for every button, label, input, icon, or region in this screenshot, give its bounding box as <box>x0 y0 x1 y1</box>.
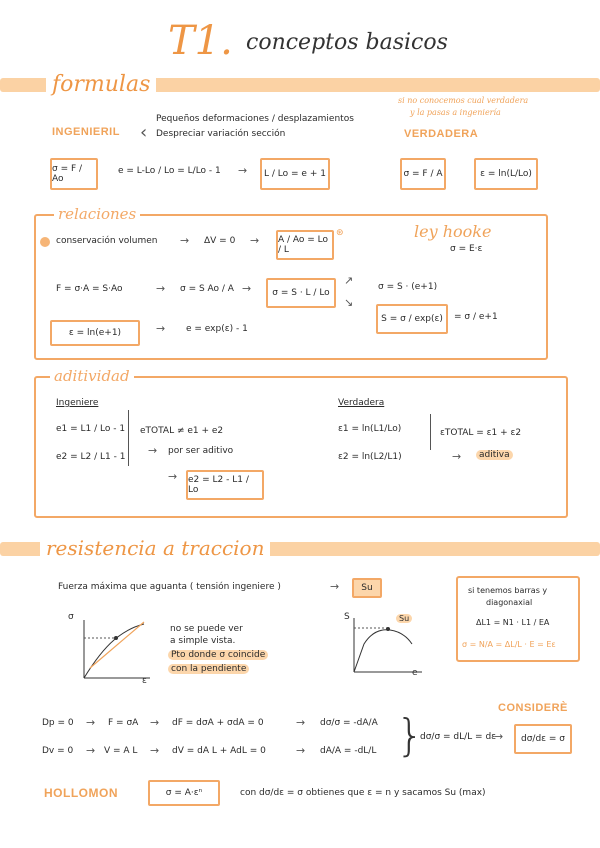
area-ratio-box <box>276 230 334 260</box>
v-eq: V = A L <box>104 746 138 756</box>
considere-formula: dσ/dε = σ <box>521 734 565 744</box>
graph2-y-label: S <box>344 612 350 622</box>
brace-icon: ‹ <box>140 122 148 143</box>
Etotal-eq: εTOTAL = ε1 + ε2 <box>440 428 522 438</box>
sigma-eng-formula: σ = F / Ao <box>52 164 83 184</box>
graph1-y-label: σ <box>68 612 74 622</box>
fuerza-text: Fuerza máxima que aguanta ( tensión ingeniere ) <box>58 582 281 592</box>
e2-box <box>186 470 264 500</box>
S-eq: = σ / e+1 <box>454 312 498 322</box>
pto-donde-text: Pto donde σ coincide <box>168 650 268 660</box>
page-title: conceptos basicos <box>246 30 448 55</box>
arrow-icon: → <box>296 716 306 729</box>
dvv-eq: dV = dA L + AdL = 0 <box>172 746 266 756</box>
arrow-icon: → <box>242 282 252 295</box>
arrow-icon: ↘ <box>344 296 354 309</box>
f-eq: F = σA <box>108 718 139 728</box>
ingeniere-label: Ingeniere <box>56 398 99 408</box>
section-title-relaciones: relaciones <box>54 205 140 223</box>
brace-icon: } <box>396 710 424 761</box>
sigma-S-e-eq: σ = S · (e+1) <box>378 282 438 292</box>
divider <box>430 414 431 450</box>
arrow-icon: → <box>250 234 260 247</box>
etotal-eq: eTOTAL ≠ e1 + e2 <box>140 426 224 436</box>
S-box <box>376 304 448 334</box>
graph1-x-label: ε <box>142 676 147 686</box>
star-icon: ⊛ <box>336 228 344 238</box>
aditividad-panel <box>34 376 568 518</box>
verdadera-label: Verdadera <box>338 398 385 408</box>
su-box <box>352 578 382 598</box>
point <box>114 636 118 640</box>
aditiva-badge: aditiva <box>476 450 513 460</box>
ver-note-2: y la pasas a ingeniería <box>410 108 501 117</box>
hooke-eq: σ = E·ε <box>450 244 483 254</box>
su-text: Su <box>361 583 373 593</box>
tangent-line <box>90 622 144 668</box>
da-eq: dA/A = -dL/L <box>320 746 377 756</box>
dp-eq: Dp = 0 <box>42 718 74 728</box>
side-title-2: diagonaxial <box>486 598 533 607</box>
curve <box>84 624 144 678</box>
e2-box-formula: e2 = L2 - L1 / Lo <box>188 475 249 495</box>
L-ratio-box <box>260 158 330 190</box>
arrow-icon: → <box>452 450 462 463</box>
arrow-icon: → <box>86 744 96 757</box>
ingenieril-label: INGENIERIL <box>52 126 120 138</box>
e-exp-eq: e = exp(ε) - 1 <box>186 324 248 334</box>
arrow-icon: → <box>180 234 190 247</box>
graph2-x-label: e <box>412 668 418 678</box>
arrow-icon: ↗ <box>344 274 354 287</box>
side-eq-1: ΔL1 = N1 · L1 / EA <box>476 618 550 627</box>
F-eq: F = σ·A = S·Ao <box>56 284 123 294</box>
hollomon-label: HOLLOMON <box>44 786 118 800</box>
bullet-icon <box>40 237 50 247</box>
ver-note-1: si no conocemos cual verdadera <box>398 96 529 105</box>
pendiente-text: con la pendiente <box>168 664 249 674</box>
sigma-true-formula: σ = F / A <box>403 169 443 179</box>
graph2-su-label: Su <box>396 614 412 623</box>
arrow-icon: → <box>296 744 306 757</box>
ing-note-2: Despreciar variación sección <box>156 129 286 139</box>
area-ratio-formula: A / Ao = Lo / L <box>278 235 329 255</box>
arrow-icon: → <box>156 322 166 335</box>
e2-eq: e2 = L2 / L1 - 1 <box>56 452 126 462</box>
eps-box-formula: ε = ln(e+1) <box>68 328 122 338</box>
hollomon-box <box>148 780 220 806</box>
dv-eq-2: Dv = 0 <box>42 746 74 756</box>
L-ratio-formula: L / Lo = e + 1 <box>264 169 326 179</box>
arrow-icon: → <box>238 164 248 177</box>
sigma-true-box <box>400 158 446 190</box>
arrow-icon: → <box>150 716 160 729</box>
ing-note-1: Pequeños deformaciones / desplazamientos <box>156 114 354 124</box>
conservacion-text: conservación volumen <box>56 236 158 246</box>
sigma-S-box <box>266 278 336 308</box>
ley-hooke-title: ley hooke <box>414 222 492 241</box>
sigma-S-eq: σ = S Ao / A <box>180 284 234 294</box>
E1-eq: ε1 = ln(L1/Lo) <box>338 424 402 434</box>
chapter-number: T1. <box>168 18 233 64</box>
e1-eq: e1 = L1 / Lo - 1 <box>56 424 126 434</box>
arrow-icon: → <box>168 470 178 483</box>
considere-box <box>514 724 572 754</box>
simple-vista-text: a simple vista. <box>170 636 236 646</box>
eps-true-box <box>474 158 538 190</box>
sigma-eng-box <box>50 158 98 190</box>
verdadera-label: VERDADERA <box>404 128 479 140</box>
E2-eq: ε2 = ln(L2/L1) <box>338 452 402 462</box>
S-box-formula: S = σ / exp(ε) <box>381 314 443 324</box>
section-title-formulas: formulas <box>46 72 156 97</box>
eps-true-formula: ε = ln(L/Lo) <box>480 169 532 179</box>
no-se-puede-text: no se puede ver <box>170 624 243 634</box>
curve <box>354 630 412 672</box>
arrow-icon: → <box>330 580 340 593</box>
df-eq: dF = dσA + σdA = 0 <box>172 718 264 728</box>
eps-box <box>50 320 140 346</box>
sigma-S-box-formula: σ = S · L / Lo <box>272 288 330 298</box>
arrow-icon: → <box>86 716 96 729</box>
considere-label: CONSIDERÈ <box>498 702 568 714</box>
dv-eq: ΔV = 0 <box>204 236 236 246</box>
arrow-icon: → <box>494 730 504 743</box>
combined-eq: dσ/σ = dL/L = dε <box>420 732 497 742</box>
dsigma-eq: dσ/σ = -dA/A <box>320 718 378 728</box>
hollomon-text: con dσ/dε = σ obtienes que ε = n y sacamos Su (max) <box>240 788 486 798</box>
e-eng-formula: e = L-Lo / Lo = L/Lo - 1 <box>118 166 221 176</box>
section-title-aditividad: aditividad <box>50 367 134 385</box>
arrow-icon: → <box>148 444 158 457</box>
side-title-1: si tenemos barras y <box>468 586 548 595</box>
divider <box>128 410 129 466</box>
point <box>386 627 390 631</box>
side-eq-2: σ = N/A = ΔL/L · E = Eε <box>462 640 556 649</box>
arrow-icon: → <box>150 744 160 757</box>
section-title-traccion: resistencia a traccion <box>40 536 270 560</box>
arrow-icon: → <box>156 282 166 295</box>
no-aditivo-text: por ser aditivo <box>168 446 234 456</box>
hollomon-formula: σ = A·εⁿ <box>165 788 203 798</box>
